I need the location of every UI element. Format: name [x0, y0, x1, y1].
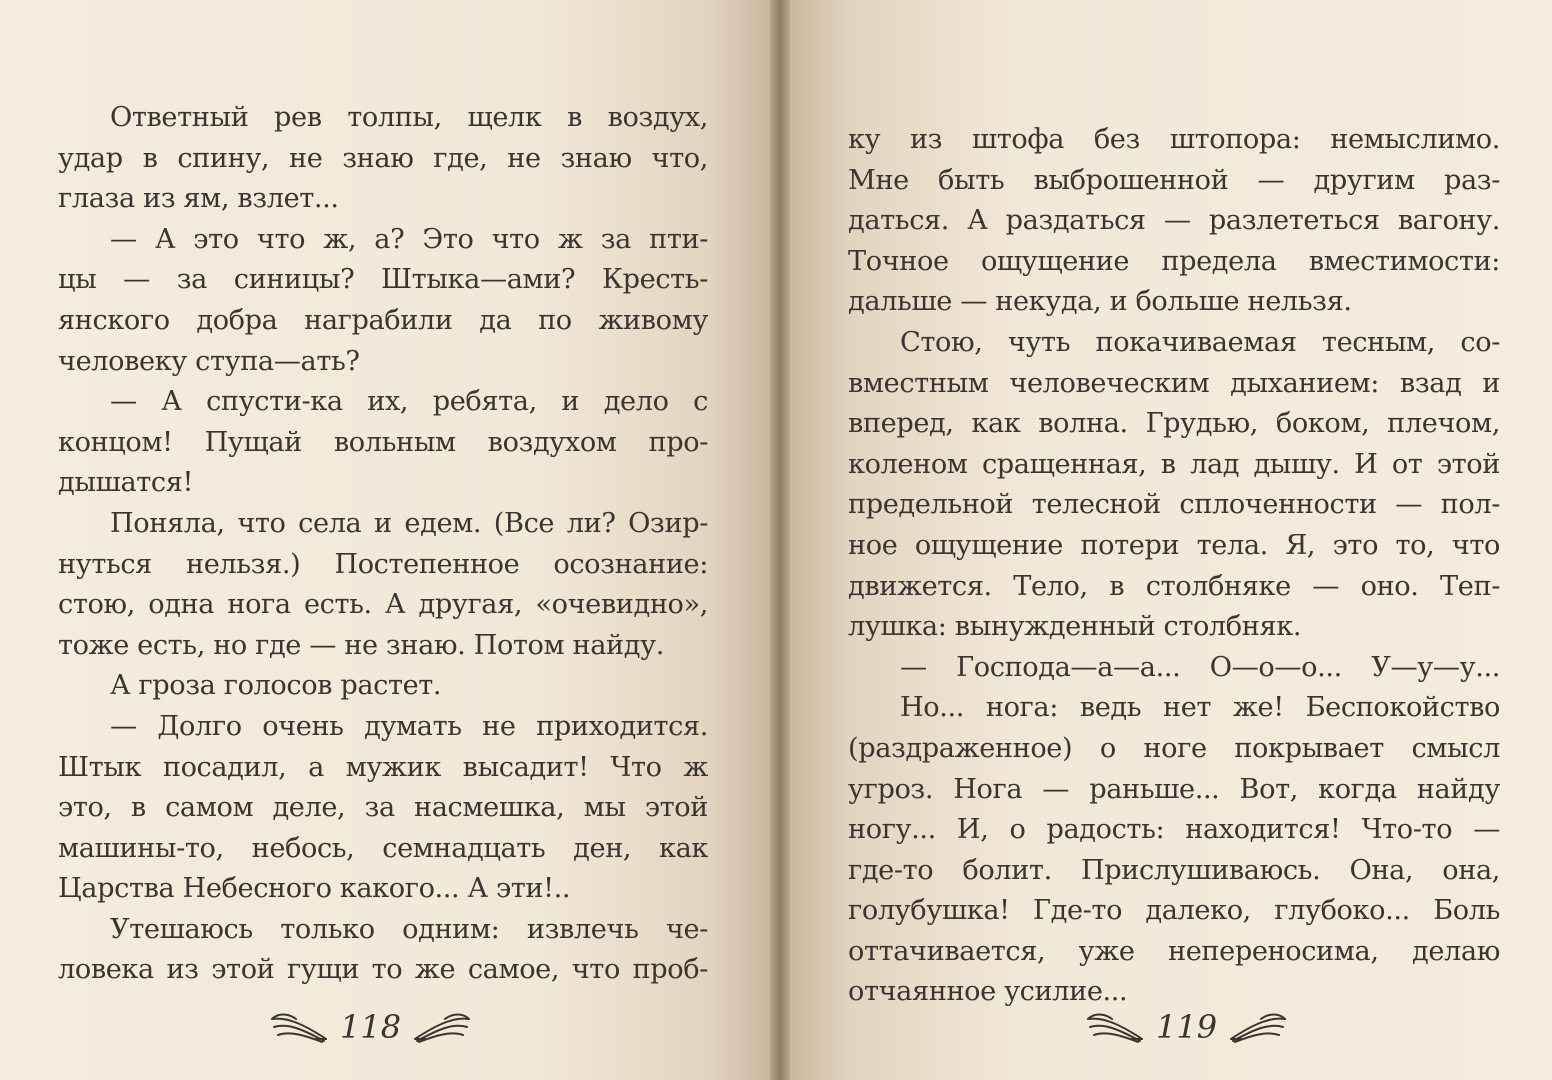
- text-line: Стою, чуть покачиваемая тесным, со-: [900, 326, 1500, 358]
- text-line: дышатся!: [58, 467, 194, 499]
- text-line: голубушка! Где-то далеко, глубоко... Боль: [848, 895, 1500, 927]
- text-line: цы — за синицы? Штыка—ами? Кресть-: [58, 264, 708, 296]
- text-line: концом! Пущай вольным воздухом про-: [58, 426, 708, 458]
- text-line: это, в самом деле, за насмешка, мы этой: [58, 792, 708, 824]
- text-line: дальше — некуда, и больше нельзя.: [848, 286, 1352, 318]
- text-line: Мне быть выброшенной — другим раз-: [848, 164, 1500, 196]
- text-line: вместным человеческим дыханием: взад и: [848, 367, 1500, 399]
- text-line: угроз. Нога — раньше... Вот, когда найду: [848, 773, 1500, 805]
- text-line: лушка: вынужденный столбняк.: [848, 611, 1302, 643]
- text-line: глаза из ям, взлет...: [58, 183, 339, 215]
- text-line: стою, одна нога есть. А другая, «очевидно»,: [58, 589, 708, 621]
- text-line: нуться нельзя.) Постепенное осознание:: [58, 548, 708, 580]
- text-line: Но... нога: ведь нет же! Беспокойство: [900, 692, 1500, 724]
- text-line: Точное ощущение предела вместимости:: [848, 245, 1500, 277]
- text-line: янского добра награбили да по живому: [58, 304, 708, 336]
- feather-ornament-left-icon: [268, 1009, 330, 1045]
- right-page-text: [848, 120, 1500, 1013]
- text-line: предельной телесной сплоченности — пол-: [848, 489, 1500, 521]
- left-page-text: [58, 98, 708, 991]
- text-line: вперед, как волна. Грудью, боком, плечом,: [848, 408, 1500, 440]
- text-line: оттачивается, уже непереносима, делаю: [848, 935, 1500, 967]
- text-line: где-то болит. Прислушиваюсь. Она, она,: [848, 854, 1500, 886]
- feather-ornament-right-icon: [1227, 1009, 1289, 1045]
- right-page: [790, 0, 1552, 1080]
- text-line: тоже есть, но где — не знаю. Потом найду.: [58, 629, 664, 661]
- text-line: Поняла, что села и едем. (Все ли? Озир-: [110, 507, 708, 539]
- text-line: машины-то, небось, семнадцать ден, как: [58, 832, 708, 864]
- text-line: — Долго очень думать не приходится.: [110, 710, 708, 742]
- text-line: (раздраженное) о ноге покрывает смысл: [848, 732, 1500, 764]
- feather-ornament-right-icon: [411, 1009, 473, 1045]
- text-line: отчаянное усилие...: [848, 976, 1128, 1008]
- right-page-footer: [1084, 1000, 1289, 1054]
- page-number: 119: [1156, 1008, 1218, 1046]
- page-number: 118: [340, 1008, 402, 1046]
- text-line: — А спусти-ка их, ребята, и дело с: [110, 386, 708, 418]
- text-line: ловека из этой гущи то же самое, что проб-: [58, 954, 708, 986]
- text-line: Утешаюсь только одним: извлечь че-: [110, 913, 708, 945]
- left-page: [0, 0, 770, 1080]
- text-line: ку из штофа без штопора: немыслимо.: [848, 124, 1500, 155]
- feather-ornament-left-icon: [1084, 1009, 1146, 1045]
- text-line: Царства Небесного какого... А эти!..: [58, 873, 571, 905]
- text-line: ногу... И, о радость: находится! Что-то —: [848, 814, 1500, 846]
- text-line: Штык посадил, а мужик высадит! Что ж: [58, 751, 708, 783]
- text-line: коленом сращенная, в лад дышу. И от этой: [848, 448, 1500, 480]
- text-line: А гроза голосов растет.: [110, 670, 442, 702]
- text-line: ное ощущение потери тела. Я, это то, что: [848, 529, 1500, 561]
- text-line: — А это что ж, а? Это что ж за пти-: [110, 223, 708, 255]
- left-page-footer: [268, 1000, 473, 1054]
- text-line: даться. А раздаться — разлететься вагону.: [848, 205, 1500, 237]
- text-line: человеку ступа—ать?: [58, 345, 360, 377]
- text-line: удар в спину, не знаю где, не знаю что,: [58, 142, 708, 174]
- text-line: Ответный рев толпы, щелк в воздух,: [110, 102, 708, 133]
- book-gutter: [770, 0, 790, 1080]
- text-line: — Господа—а—а... О—о—о... У—у—у...: [900, 651, 1500, 683]
- text-line: движется. Тело, в столбняке — оно. Теп-: [848, 570, 1500, 602]
